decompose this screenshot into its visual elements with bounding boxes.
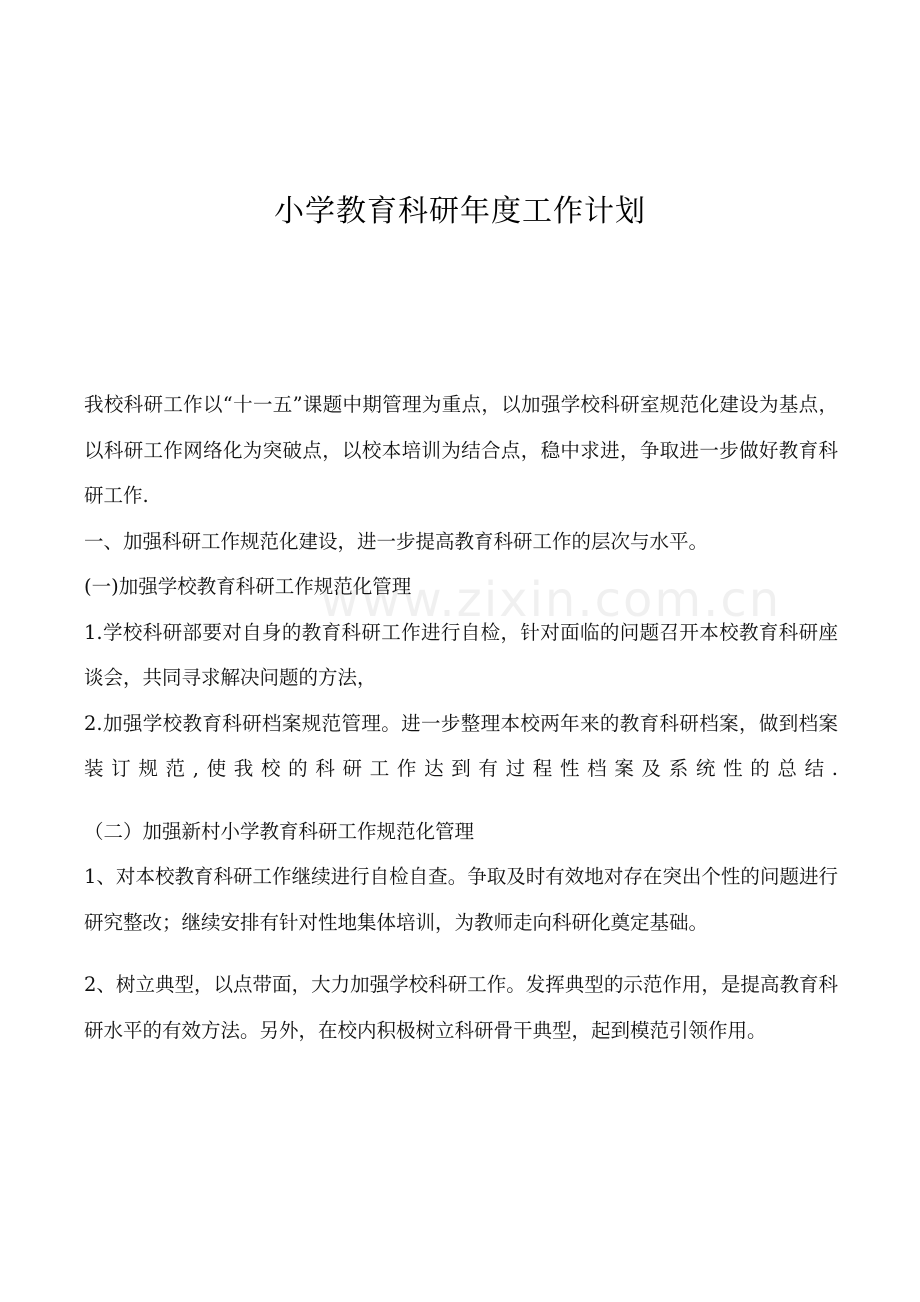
document-body (84, 382, 838, 1053)
document-title: 小学教育科研年度工作计划 (274, 194, 646, 229)
heading-section-1: 一、加强科研工作规范化建设，进一步提高教育科研工作的层次与水平。 (84, 529, 709, 553)
paragraph-item-1-2: 2.加强学校教育科研档案规范管理。进一步整理本校两年来的教育科研档案，做到档案装订规范,使我校的科研工作达到有过程性档案及系统性的总结. (84, 711, 838, 780)
paragraph-intro: 我校科研工作以“十一五”课题中期管理为重点，以加强学校科研室规范化建设为基点，以科研工作网络化为突破点，以校本培训为结合点，稳中求进，争取进一步做好教育科研工作. (84, 393, 838, 507)
paragraph-item-2-2: 2、树立典型，以点带面，大力加强学校科研工作。发挥典型的示范作用，是提高教育科研水平的有效方法。另外，在校内积极树立科研骨干典型，起到模范引领作用。 (84, 973, 838, 1042)
heading-subsection-1: (一)加强学校教育科研工作规范化管理 (84, 575, 412, 598)
paragraph-item-1-1: 1.学校科研部要对自身的教育科研工作进行自检，针对面临的问题召开本校教育科研座谈会，共同寻求解决问题的方法， (84, 620, 838, 689)
paragraph-item-2-1: 1、对本校教育科研工作继续进行自检自查。争取及时有效地对存在突出个性的问题进行研究整改；继续安排有针对性地集体培训，为教师走向科研化奠定基础。 (84, 865, 838, 934)
heading-subsection-2: （二）加强新村小学教育科研工作规范化管理 (84, 819, 475, 843)
watermark: www.zixin.com.cn (320, 572, 782, 628)
